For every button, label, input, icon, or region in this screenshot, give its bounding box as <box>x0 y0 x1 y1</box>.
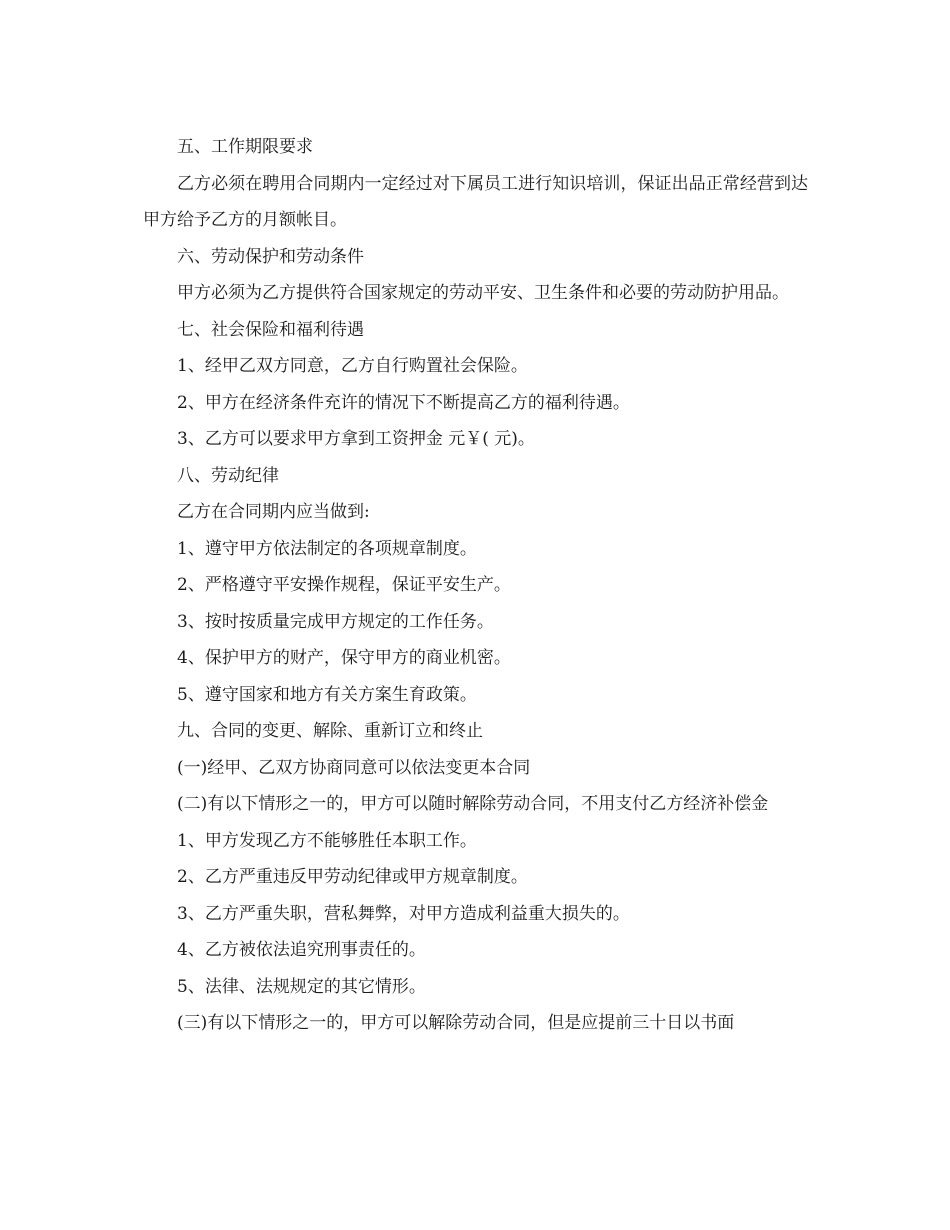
section-heading: 八、劳动纪律 <box>177 465 279 486</box>
list-item: 2、严格遵守平安操作规程，保证平安生产。 <box>177 575 511 595</box>
subsection-paragraph: (二)有以下情形之一的，甲方可以随时解除劳动合同，不用支付乙方经济补偿金 <box>177 794 769 814</box>
list-item: 3、乙方可以要求甲方拿到工资押金 元￥( 元)。 <box>177 429 535 449</box>
list-item: 3、乙方严重失职，营私舞弊，对甲方造成利益重大损失的。 <box>177 903 630 924</box>
body-paragraph: 乙方必须在聘用合同期内一定经过对下属员工进行知识培训，保证出品正常经营到达甲方给予乙方的月额帐目。 <box>143 173 808 230</box>
section-heading: 七、社会保险和福利待遇 <box>177 319 364 340</box>
list-item: 2、甲方在经济条件充许的情况下不断提高乙方的福利待遇。 <box>177 392 630 413</box>
document-body <box>143 129 808 1042</box>
list-item: 3、按时按质量完成甲方规定的工作任务。 <box>177 611 494 632</box>
list-item: 1、遵守甲方依法制定的各项规章制度。 <box>177 538 477 559</box>
section-heading: 五、工作期限要求 <box>177 137 313 157</box>
subsection-paragraph: (三)有以下情形之一的，甲方可以解除劳动合同，但是应提前三十日以书面 <box>177 1013 735 1033</box>
section-heading: 六、劳动保护和劳动条件 <box>177 246 364 267</box>
list-item: 1、经甲乙双方同意，乙方自行购置社会保险。 <box>177 356 528 376</box>
list-item: 5、法律、法规规定的其它情形。 <box>177 976 426 997</box>
subsection-paragraph: (一)经甲、乙双方协商同意可以依法变更本合同 <box>177 757 531 778</box>
list-item: 5、遵守国家和地方有关方案生育政策。 <box>177 684 477 705</box>
list-item: 1、甲方发现乙方不能够胜任本职工作。 <box>177 830 477 851</box>
list-item: 4、保护甲方的财产，保守甲方的商业机密。 <box>177 648 511 668</box>
list-item: 2、乙方严重违反甲劳动纪律或甲方规章制度。 <box>177 867 528 887</box>
section-heading: 九、合同的变更、解除、重新订立和终止 <box>177 721 483 741</box>
body-paragraph: 甲方必须为乙方提供符合国家规定的劳动平安、卫生条件和必要的劳动防护用品。 <box>177 283 789 303</box>
list-item: 4、乙方被依法追究刑事责任的。 <box>177 940 426 960</box>
body-paragraph: 乙方在合同期内应当做到: <box>177 502 370 522</box>
